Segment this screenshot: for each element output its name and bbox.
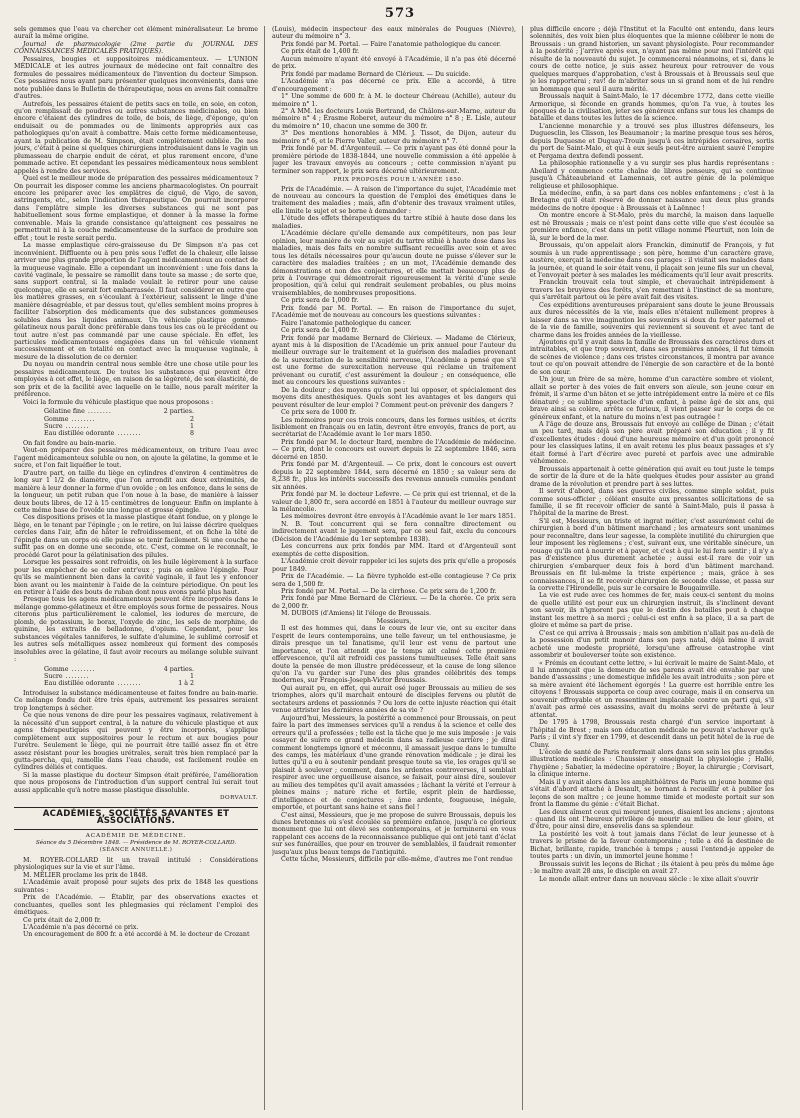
paragraph: Il est des hommes qui, dans le cours de leur vie, ont su exciter dans l'esprit de leurs contemporains, une telle faveur, un tel enthousiasme, je dirais presque un tel fanatisme, qu'il leur est venu de partout une importance, et l'on attendit que le temps ait calmé cette première effervescence, qu'il ait refroidi ces passions tumultueuses. Telle était sans doute la pensée de mon illustre prédécesseur, et la cause de long silence qu'on l'a vu garder sur l'une des plus grandes célébrités des temps modernes, sur François-Joseph-Victor Broussais.	[272, 625, 516, 685]
paragraph: Ce que nous venons de dire pour les pessaires vaginaux, relativement à la nécessité d'un support central, à la nature du véhicule plastique et aux agens thérapeutiques qui peuvent y être incorporés, s'applique complètement aux suppositoires pour le rectum et aux bougies pour l'urètre. Seulement le liège, qui ne pourrait être taillé assez fin et être assez résistant pour les bougies urétrales, serait très bien remplacé par la gutta-percha, qui, ramollie dans l'eau chaude, est facilement roulée en cylindres déliés et contiques.	[14, 712, 258, 772]
salutation: Messieurs,	[376, 617, 412, 625]
paragraph: Qui aurait pu, en effet, qui aurait osé juger Broussais au milieu de ses triomphes, alors qu'il marchait entouré de disciples fervens ou plutôt de sectateurs ardens et passionnés ? Ou lors de cette injuste réaction qui était venue attrister les dernières années de sa vie ?	[272, 684, 516, 715]
paragraph: De 1795 à 1798, Broussais resta chargé d'un service important à l'hôpital de Brest ; mais son éducation médicale ne pouvait s'achever qu'à Paris ; il vint s'y fixer en 1799, et descendit dans un petit hôtel de la rue de Cluny.	[530, 719, 774, 749]
paragraph: Prix fondé par madame Bernard de Clérieux. — Madame de Clérieux, ayant mis à la disposition de l'Académie un prix annuel pour l'auteur du meilleur ouvrage sur le traitement et la guérison des maladies provenant de la surexcitation de la sensibilité nerveuse, l'Académie a pensé que s'il est une forme de surexcitation nerveuse qui réclame un traitement prévenant ou curatif, c'est assurément la douleur ; en conséquence, elle met au concours les questions suivantes :	[272, 334, 516, 387]
paragraph: Ajoutons qu'il y avait dans la famille de Broussais des caractères durs et intraitables, et que trop souvent, dans ses premières années, il fut témoin de scènes de violence ; dans ces tristes circonstances, il montra par avance tout ce qu'on pouvait attendre de l'énergie de son caractère et de la bonté de son cœur.	[530, 339, 774, 376]
author-signature: DORVAULT.	[220, 795, 258, 802]
paragraph: Broussais, qu'on appelait alors Franckin, diminutif de François, y fut soumis à un rude apprentissage ; son père, homme d'un caractère grave, austère, exerçait la médecine dans ces parages : il visitait ses malades dans la journée, et quand le soir était venu, il plaçait son jeune fils sur un cheval, et l'envoyait porter à ses malades les médicaments qu'il leur avait prescrits.	[530, 242, 774, 279]
paragraph: Prix de l'Académie. — La fièvre typhoïde est-elle contagieuse ? Ce prix sera de 1,500 fr.	[272, 573, 516, 588]
paragraph: L'étude des effets thérapeutiques du tartre stibié à haute dose dans les maladies.	[272, 215, 516, 230]
paragraph: Pessaires, bougies et suppositoires médicamenteux. — L'UNION MÉDICALE et les autres journaux de médecine ont fait connaître des formules de pessaires médicamenteux de l'invention du docteur Simpson. Ces pessaires nous ayant paru présenter quelques inconvénients, dans une note publiée dans le Bulletin de thérapeutique, nous en avons fait connaître d'autres.	[14, 55, 258, 101]
paragraph: C'est ce qui arriva à Broussais ; mais son ambition n'allait pas au-delà de la possession d'un petit manoir dans son pays natal, déjà même il avait acheté une modeste propriété, lorsqu'une affreuse catastrophe vint assombrir et bouleverser toute son existence.	[530, 629, 774, 660]
paragraph: Prix fondé par M. d'Argenteuil. — Ce prix, dont le concours est ouvert depuis le 22 septembre 1844, sera décerné en 1850 ; sa valeur sera de 8,238 fr., plus les intérêts successifs des revenus annuels cumulés pendant six années.	[272, 461, 516, 491]
paragraph: On montre encore à St-Malo, près du marché, la maison dans laquelle est né Broussais ; mais ce n'est point dans cette ville que s'est écoulée sa première enfance, c'est dans un petit village nommé Pleurtuit, non loin de là, sur le bord de la mer.	[530, 212, 774, 242]
formula-list	[44, 408, 194, 438]
paragraph: Aucun mémoire n'ayant été envoyé à l'Académie, il n'a pas été décerné de prix.	[272, 55, 516, 71]
paragraph: Prix fondé par M. Portal. — Faire l'anatomie pathologique du cancer.	[281, 40, 501, 48]
paragraph: Ce prix était de 1,400 fr.	[281, 48, 360, 56]
paragraph: Les deux aîment ceux qui meurent jeunes, disaient les anciens ; ajoutons : quand ils ont l'heureux privilège de mourir au milieu de leur gloire, et d'être, pour ainsi dire, ensevelis dans sa splendeur.	[530, 808, 774, 831]
formula-list	[44, 666, 194, 688]
paragraph: M. DUBOIS (d'Amiens) lit l'éloge de Broussais.	[281, 610, 432, 618]
paragraph: Quel est le meilleur mode de préparation des pessaires médicamenteux ? On pourrait les disposer comme les anciens pharmacologistes. On pourrait encore les préparer avec les emplâtres de ciguë, de Vigo, de savon, astringents, etc., selon l'indication thérapeutique. On pourrait incorporer dans l'emplâtre simple les diverses substances qui ne sont pas habituellement sous forme emplastique, et donner à la masse la forme convenable. Mais la grande consistance qu'atteignent ces pessaires ne permettrait ni à la couche médicamenteuse de la surface de produire son effet ; tout le reste serait perdu.	[14, 175, 258, 242]
paragraph: Prix fondé par M. Portal. — De la cirrhose. Ce prix sera de 1,200 fr.	[281, 587, 497, 595]
paragraph: Il servit d'abord, dans ses guerres civiles, comme simple soldat, puis comme sous-officier ; céléant ensuite aux pressantes sollicitations de sa famille, il se fit recevoir officier de santé à Saint-Malo, puis il passa à l'hôpital de la marine de Brest.	[530, 488, 774, 518]
paragraph: Prix fondé par M. le docteur Lefevre. — Ce prix qui est triennal, et de la valeur de 1,800 fr., sera accordé en 1851 à l'auteur du meilleur ouvrage sur la mélancolie.	[272, 491, 516, 513]
paragraph: La masse emplastique céro-graisseuse du Dr Simpson n'a pas cet inconvénient. Diffluente ou à peu près sous l'effet de la chaleur, elle laisse arriver une plus grande proportion de l'agent médicamenteux au contact de la muqueuse vaginale. Elle a cependant un inconvénient : une fois dans la cavité vaginale, le pessaire se ramollit dans toute sa masse ; de sorte que, sans support central, si la malade voulait le retirer pour une cause quelconque, elle en serait fort embarrassée. Il faut considérer en outre que les matières grasses, en s'écoulant à l'extérieur, salissent le linge d'une manière désagréable, et par dessus tout, qu'elles semblent moins propres à faciliter l'absorption des médicaments que des substances gommeuses solubles dans les liquides animaux. Un véhicule plastique gommo-gélatineux nous paraît donc préférable dans tous les cas où le précédent ou tout autre n'est pas commandé par une cause spéciale. En effet, les particules médicamenteuses engagées dans un tel véhicule viennent successivement et en totalité en contact avec la muqueuse vaginale, à mesure de la dissolution de ce dernier.	[14, 242, 258, 361]
paragraph: La postérité les voit à tout jamais dans l'éclat de leur jeunesse et à travers le prisme de la faveur contemporaine ; telle a été la destinée de Bichat, brillante, rapide, tranchée à temps ; aussi l'entend-je appeler de toutes parts : un divin, un immortel jeune homme !	[530, 830, 774, 861]
paragraph: Aujourd'hui, Messieurs, la postérité a commencé pour Broussais, on peut faire la part des immenses services qu'il a rendus à la science et celle des erreurs qu'il a professées ; telle est la tâche que je me suis imposée : je vais essayer de suivre ce grand médecin dans sa radieuse carrière ; je dirai comment longtemps ignoré et méconnu, il amassait jusque dans le tumulte des camps, les matériaux d'une grande rénovation médicale ; je dirai les luttes qu'il a eu à soutenir pendant presque toute sa vie, les orages qu'il se plaisait à soulever ; comment, dans les ardentes controverses, il semblait respirer avec une orgueilleuse aisance, se faisait, pour ainsi dire, soulever au milieu des tempêtes qu'il avait amassées ; lâchant la vérité et l'erreur à pleines mains ; nature riche et fertile, esprit plein de hardiesse, d'intelligence et de conjectures ; âme ardente, fougueuse, inégale, emportée, et pourtant sans haine et sans fiel !	[272, 714, 516, 812]
paragraph: sels gemmes que l'eau va chercher cet élément minéralisateur. Le brome aurait la même origine.	[14, 26, 258, 41]
paragraph: D'autre part, on taille du liège en cylindres d'environ 4 centimètres de long sur 1 1/2 de diamètre, que l'on arrondit aux deux extrémités, de manière à leur donner la forme d'un ovoïde ; on les enfonce, dans le sens de la longueur, un petit ruban que l'on noue à la base, de manière à laisser deux bouts libres, de 12 à 15 centimètres de longueur. Enfin on implante à cette même base de l'ovoïde une longue et grosse épingle.	[14, 469, 258, 514]
paragraph: Prix de l'Académie. — À raison de l'importance du sujet, l'Académie met de nouveau au concours la question de l'emploi des émétiques dans le traitement des maladies ; mais, afin d'obtenir des travaux vraiment utiles, elle limite le sujet et se borne à demander :	[272, 185, 516, 215]
paragraph: Mais il y avait alors dans les amphithéâtres de Paris un jeune homme qui s'était d'abord attaché à Desault, se bornant à recueillir et à publier les leçons de son maître ; ce jeune homme timide et modeste portait sur son front la flamme du génie : c'était Bichat.	[530, 778, 774, 809]
paragraph: Broussais suivit les leçons de Bichat ; ils étaient à peu près du même âge : le maître avait 28 ans, le disciple en avait 27.	[530, 860, 774, 876]
paragraph: N. B. Tout concurrent qui se fera connaître directement ou indirectement avant le jugement sera, par ce seul fait, exclu du concours (Décision de l'Académie du 1er septembre 1838).	[272, 520, 516, 543]
column-1	[14, 26, 258, 1110]
page-number: 573	[384, 6, 416, 21]
paragraph: Faire l'anatomie pathologique du cancer.	[281, 319, 412, 327]
column-2	[272, 26, 516, 1110]
paragraph: Ce prix sera de 1,000 fr.	[281, 297, 359, 305]
paragraph: Prix fondé par madame Bernard de Clérieux. — Du suicide.	[281, 70, 471, 78]
paragraph: On fait fondre au bain-marie.	[23, 439, 117, 447]
paragraph: Si la masse plastique du docteur Simpson était préférée, l'amélioration que nous proposons de l'introduction d'un support central lui serait tout aussi applicable qu'à notre masse plastique dissoluble.	[14, 771, 258, 794]
paragraph: Broussais appartenait à cette génération qui avait eu tout juste le temps de sortir de la dure et de la hâte quelques études pour assister au grand drame de la révolution et prendre part à ses luttes.	[530, 465, 774, 488]
paragraph: Les mémoires devront être envoyés à l'Académie avant le 1er mars 1851.	[281, 513, 516, 521]
paragraph: M. MÉLIER proclame les prix de 1848.	[23, 871, 148, 879]
paragraph: Veut-on préparer des pessaires médicamenteux, on triture l'eau avec l'agent médicamenteux soluble ou non, on ajoute la gélatine, la gomme et le sucre, et l'on fait liquéfier le tout.	[14, 447, 258, 470]
paragraph: Un encouragement de 800 fr. a été accordé à M. le docteur de Crozant	[23, 931, 250, 939]
formula-row: Eau distillée odorante ..... 1 à 2	[44, 680, 194, 687]
section-title: ACADÉMIES, SOCIÉTÉS SAVANTES ET ASSOCIATIONS.	[14, 807, 258, 830]
paragraph: Broussais naquit à Saint-Malo, le 17 décembre 1772, dans cette vieille Armorique, si féconde en grands hommes, qu'on l'a vue, à toutes les époques de la civilisation, jeter ses généreux enfans sur tous les champs de bataille et dans toutes les luttes de la science.	[530, 93, 774, 123]
session-subline: (SÉANCE ANNUELLE.)	[99, 847, 173, 854]
paragraph: L'ancienne monarchie y a trouvé ses plus illustres défenseurs, les Duguesclin, les Clisson, les Beaumanoir ; la marine presque tous ses héros, depuis Duquesne et Duguay-Trouin jusqu'à ces intrépides corsaires, sortis du port de Saint-Malo, et qui à eux seuls peut-être auraient sauvé l'empire et Pergama dextra defendi possent.	[530, 122, 774, 160]
formula-row: Sucre ..... 1	[44, 423, 194, 430]
paragraph: L'Académie déclare qu'elle demande aux compétiteurs, non pas leur opinion, leur manière de voir au sujet du tartre stibié à haute dose dans les maladies, mais des faits en nombre suffisant recueillis avec soin et avec tous les détails nécessaires pour qu'aucun doute ne puisse s'élever sur le caractère des maladies traitées ; en un mot, l'Académie demande des démonstrations et non des conjectures, et elle mettait beaucoup plus de prix à l'ouvrage qui démontrerait rigoureusement la vérité d'une seule proposition, qu'à celui qui rendrait seulement probables, ou plus moins vraisemblables, de nombreuses propositions.	[272, 230, 516, 297]
paragraph: La vie est rude avec ces hommes de fer, mais ceux-ci sentent du moins de quelle utilité est pour eux un chirurgien instruit, ils s'inclinent devant son savoir, ils n'ignorent pas que le destin des batailles peut à chaque instant les mettre à sa merci ; celui-ci est enfin à sa place, il a sa part de gloire et même sa part de prise.	[530, 592, 774, 630]
session-line: Séance du 5 Décembre 1848. — Présidence de M. ROYER-COLLARD.	[35, 840, 237, 847]
paragraph: L'Académie croit devoir rappeler ici les sujets des prix qu'elle a proposés pour 1849.	[272, 558, 516, 573]
paragraph: Un jour, un frère de sa mère, homme d'un caractère sombre et violent, allait se porter à des voies de fait envers son aïeule, son jeune cœur en frémit, il s'arme d'un bâton et se jette intrépidement entre la mère et ce fils dénaturé ; ce sublime spectacle d'un enfant, à peine âgé de six ans, qui brave ainsi sa colère, arrête ce furieux, il vient passer sur le corps de ce généreux enfant, et la nature du moins n'est pas outragée !	[530, 376, 774, 421]
paragraph: Introduisez la substance médicamenteuse et faites fondre au bain-marie. Ce mélange fondu doit être très épais, autrement les pessaires seraient trop longtemps à sécher.	[14, 689, 258, 712]
formula-row: Gomme ..... 4 parties.	[44, 666, 194, 673]
paragraph: La philosophie rationnelle y a vu surgir ses plus hardis représentans : Abeilard y commence cette chaîne de libres penseurs, qui se continue jusqu'à Châteaubriand et Lamennais, cet autre génie de la polémique religieuse et philosophique.	[530, 160, 774, 190]
paragraph: Lorsque les pessaires sont refroidis, on les huile légèrement à la surface pour les empêcher de se coller entr'eux ; puis on enlève l'épingle. Pour qu'ils se maintiennent bien dans la cavité vaginale, il faut les y enfoncer bien avant ou les maintenir à l'aide de la ceinture périodique. On peut les en retirer à l'aide des bouts de ruban dont nous avons parlé plus haut.	[14, 559, 258, 596]
column-divider	[264, 26, 265, 1110]
paragraph: Le monde allait entrer dans un nouveau siècle : le xixe allait s'ouvrir	[539, 875, 759, 883]
paragraph: Cette tâche, Messieurs, difficile par elle-même, d'autres me l'ont rendue	[281, 856, 513, 864]
paragraph: L'école de santé de Paris renfermait alors dans son sein les plus grandes illustrations médicales : Chaussier y enseignait la physiologie ; Hallé, l'hygiène ; Sabatier, la médecine opératoire ; Boyer, la chirurgie ; Corvisart, la clinique interne.	[530, 748, 774, 779]
paragraph: La médecine, enfin, a sa part dans ces nobles enfantemens ; c'est à la Bretagne qu'il était réservé de donner naissance aux deux plus grands médecins de notre époque : à Broussais et à Laënnec !	[530, 189, 774, 212]
paragraph: Voici la formule du véhicule plastique que nous proposons :	[23, 398, 214, 406]
paragraph: M. ROYER-COLLARD lit un travail intitulé : Considérations physiologiques sur la vie et sur l'âme.	[14, 856, 258, 872]
paragraph: Prix fondé par M. Portal. — En raison de l'importance du sujet, l'Académie met de nouveau au concours les questions suivantes :	[272, 304, 516, 320]
journal-heading: Journal de pharmacologie (2me partie du JOURNAL DES CONNAISSANCES MÉDICALES PRATIQUES).	[14, 40, 258, 56]
column-3	[530, 26, 774, 1110]
paragraph: Ces expéditions aventureuses préparaient sans doute le jeune Broussais aux dures nécessités de la vie, mais elles n'étaient nullement propres à laisser dans sa vive imagination les souvenirs si doux du foyer paternel et de la vie de famille, souvenirs qui reviennent si souvent et avec tant de charme dans les froides années de la vieillesse.	[530, 301, 774, 339]
paragraph: 3° Des mentions honorables à MM. J. Tissot, de Dijon, auteur du mémoire n° 6, et le Pierre Valler, auteur du mémoire n° 7.	[272, 130, 516, 145]
paragraph: Prix de l'Académie. — Établir, par des observations exactes et concluantes, quelles sont les phlegmasies qui réclament l'emploi des émétiques.	[14, 894, 258, 917]
paragraph: Ce prix était de 2,000 fr.	[23, 916, 102, 924]
paragraph: L'Académie n'a pas décerné ce prix. Elle a accordé, à titre d'encouragement :	[272, 78, 516, 93]
paragraph: Autrefois, les pessaires étaient de petits sacs en toile, en soie, en coton, qu'on remplissait de poudres ou autres substances médicinales, ou bien encore c'étaient des cylindres de toile, de bois, de liège, d'éponge, qu'on enduisait ou de pommades ou de liniments appropriés aux cas pathologiques qu'on avait à combattre. Mais cette forme médicamenteuse, ayant la publication de M. Simpson, était complètement oubliée. De nos jours, c'était à peine si quelques chirurgiens introduisaient dans le vagin un plumasseau de charpie enduit de cérat, et plus rarement encore, d'une pommade active. Et cependant les pessaires médicamenteux nous semblent appelés à rendre des services.	[14, 100, 258, 175]
paragraph: Franckin trouvait cela tout simple, et chevauchait intrépidement à travers les bruyères des forêts, s'en remettant à l'instinct de sa monture, qui s'arrêtait partout où le père avait fait des visites.	[530, 279, 774, 302]
paragraph: Les concurrens aux prix fondés par MM. Itard et d'Argenteuil sont exemptés de cette disposition.	[272, 543, 516, 558]
paragraph: C'est ainsi, Messieurs, que je me propose de suivre Broussais, depuis les dunes bretonnes où s'est écoulée sa première enfance, jusqu'à ce glorieux monument que lui ont élevé ses contemporains, et je terminerai en vous rappelant ces accens de la reconnaissance publique qui ont jeté tant d'éclat sur ses funérailles, que pour en trouver de semblables, il faudrait remonter jusqu'aux plus beaux temps de l'antiquité.	[272, 811, 516, 856]
paragraph: 2° A MM. les docteurs Louis Bertrand, de Châlons-sur-Marne, auteur du mémoire n° 4 ; Érasme Roberet, auteur du mémoire n° 8 ; E. Lisle, auteur du mémoire n° 10, chacun une somme de 300 fr.	[272, 107, 516, 130]
paragraph: L'Académie avait proposé pour sujets des prix de 1848 les questions suivantes :	[14, 879, 258, 894]
paragraph: L'Académie n'a pas décerné ce prix.	[23, 924, 139, 932]
paragraph: 1° Une somme de 600 fr. à M. le docteur Chéreau (Achille), auteur du mémoire n° 1.	[272, 93, 516, 108]
paragraph: Ce prix sera de 1,400 fr.	[281, 327, 359, 335]
paragraph: Presque tous les agens médicamenteux peuvent être incorporés dans le mélange gommo-gélatineux et être employés sous forme de pessaires. Nous citerons plus particulièrement le calomel, les iodures de mercure, de plomb, de potassium, le borax, l'oxyde de zinc, les sels de morphine, de quinine, les extraits de belladonne, d'opium. Cependant, pour les substances végétales tanniferes, le sulfate d'alumine, le sublimé corrosif et les autres sels métalliques assez nombreux qui forment des composés insolubles avec la gélatine, il faut avoir recours au mélange soluble suivant :	[14, 596, 258, 664]
paragraph: Prix fondé par Mme Bernard de Clérieux. — De la chorée. Ce prix sera de 2,000 fr.	[272, 595, 516, 610]
paragraph: Prix fondé par M. le docteur Itard, membre de l'Académie de médecine. — Ce prix, dont le concours est ouvert depuis le 22 septembre 1846, sera décerné en 1850.	[272, 438, 516, 461]
formula-row: Eau distillée odorante ..... 8	[44, 430, 194, 437]
column-divider	[522, 26, 523, 1110]
paragraph: Ces dispositions prises et la masse plastique étant fondue, on y plonge le liège, en le tenant par l'épingle ; on le retire, on lui laisse décrire quelques cercles dans l'air, afin de hâter le refroidissement, et on fiche la tête de l'épingle dans un corps où elle puisse se tenir facilement. Si une couche ne suffit pas on en donne une seconde, etc. C'est, comme on le reconnaît, le procédé Garot pour la gélatinisation des pilules.	[14, 514, 258, 559]
formula-row: Sucre ..... 1	[44, 673, 194, 680]
formula-row: Gélatine fine ..... 2 parties.	[44, 408, 194, 415]
paragraph: Ce prix sera de 1000 fr.	[281, 409, 357, 417]
paragraph: S'il est, Messieurs, un triste et ingrat métier, c'est assurément celui de chirurgien à bord d'un bâtiment marchand ; les armateurs sont unanimes pour reconnaître, dans leur sagesse, la complète inutilité du chirurgien que leur imposent les règlemens ; c'est, suivant eux, une véritable sinécure, un rouage qu'ils ont à nourrir et à payer, et c'est à qui le lui fera sentir ; il n'y a pas d'existence plus durement achetée ; aussi est-il rare de voir un chirurgien s'embarquer deux fois à bord d'un bâtiment marchand. Broussais en fit lui-même la triste expérience ; mais, grâce à ses connaissances, il se fit recevoir chirurgien de seconde classe, et passa sur la corvette l'Hirondelle, puis sur le corsaire le Bougainville.	[530, 517, 774, 592]
subheading: PRIX PROPOSÉS POUR L'ANNÉE 1850.	[333, 177, 464, 184]
paragraph: De la douleur ; des moyens qu'on peut lui opposer, et spécialement des moyens dits anesthésiques. Quels sont les avantages et les dangers qui peuvent résulter de leur emploi ? Comment peut-on prévenir des dangers ?	[272, 386, 516, 409]
paragraph: A l'âge de douze ans, Broussais fut envoyé au collège de Dinan ; c'était un peu tard, mais déjà son père avait préparé son éducation ; il y fit d'excellentes études : doué d'une heureuse mémoire et d'un goût prononcé pour les classiques latins, il en avait retenu les plus beaux passages et s'y était formé à l'art d'écrire avec pureté et parfois avec une admirable véhémence.	[530, 421, 774, 466]
paragraph: Prix fondé par M. d'Argenteuil. — Ce prix n'ayant pas été donné pour la première période de 1838-1844, une nouvelle commission a été appelée à juger les travaux envoyés au concours ; cette commission n'ayant pu terminer son rapport, le prix sera décerné ultérieurement.	[272, 145, 516, 175]
paragraph: Les mémoires pour ces trois concours, dans les formes usitées, et écrits lisiblement en français ou en latin, devront être envoyés, francs de port, au secrétariat de l'Académie avant le 1er mars 1850.	[272, 416, 516, 439]
paragraph: Du noyau ou mandrin central nous semble être une chose utile pour les pessaires médicamenteux. De toutes les substances qui peuvent être employées à cet effet, le liège, en raison de sa légèreté, de son élasticité, de son prix et de la facilité avec laquelle on le taille, nous paraît mériter la préférence.	[14, 361, 258, 399]
paragraph: (Louis), médecin inspecteur des eaux minérales de Pougues (Nièvre), auteur du mémoire n° 3.	[272, 26, 516, 41]
academy-heading: ACADÉMIE DE MÉDECINE.	[85, 832, 187, 839]
paragraph: plus difficile encore ; déjà l'Institut et la Faculté ont entendu, dans leurs solennités, des voix bien plus éloquentes que la mienne célébrer le nom de Broussais : un grand historien, un savant physiologiste. Pour recommander à la postérité ; j'arrive après eux, n'ayant pas même pour moi l'intérêt qui résulte de la nouveauté du sujet. Je commencerai néanmoins, et si, dans le cours de cette notice, je suis assez heureux pour retrouver de vous quelques marques d'approbation, c'est à Broussais et à Broussais seul que je les rapporterai ; rav! de m'abriter sous un si grand nom et de lui rendre un hommage que seul il aura mérité.	[530, 26, 774, 93]
paragraph: « Frémis en écoutant cette lettre, » lui écrivait le maire de Saint-Malo, et il lui annonçait que la demeure de ses parens avait été envahie par une bande d'assassins ; une domestique infidèle les avait introduits ; son père et sa mère avaient été lâchement égorgés ! La guerre est horrible entre les citoyens ! Broussais supporta ce coup avec courage, mais il en conserva un souvenir effroyable et un ressentiment implacable contre un parti qui, s'il n'avait pas armé ces assassins, avait du moins servi de prétexte à leur attentat.	[530, 659, 774, 719]
formula-row: Gomme ..... 2	[44, 416, 194, 423]
